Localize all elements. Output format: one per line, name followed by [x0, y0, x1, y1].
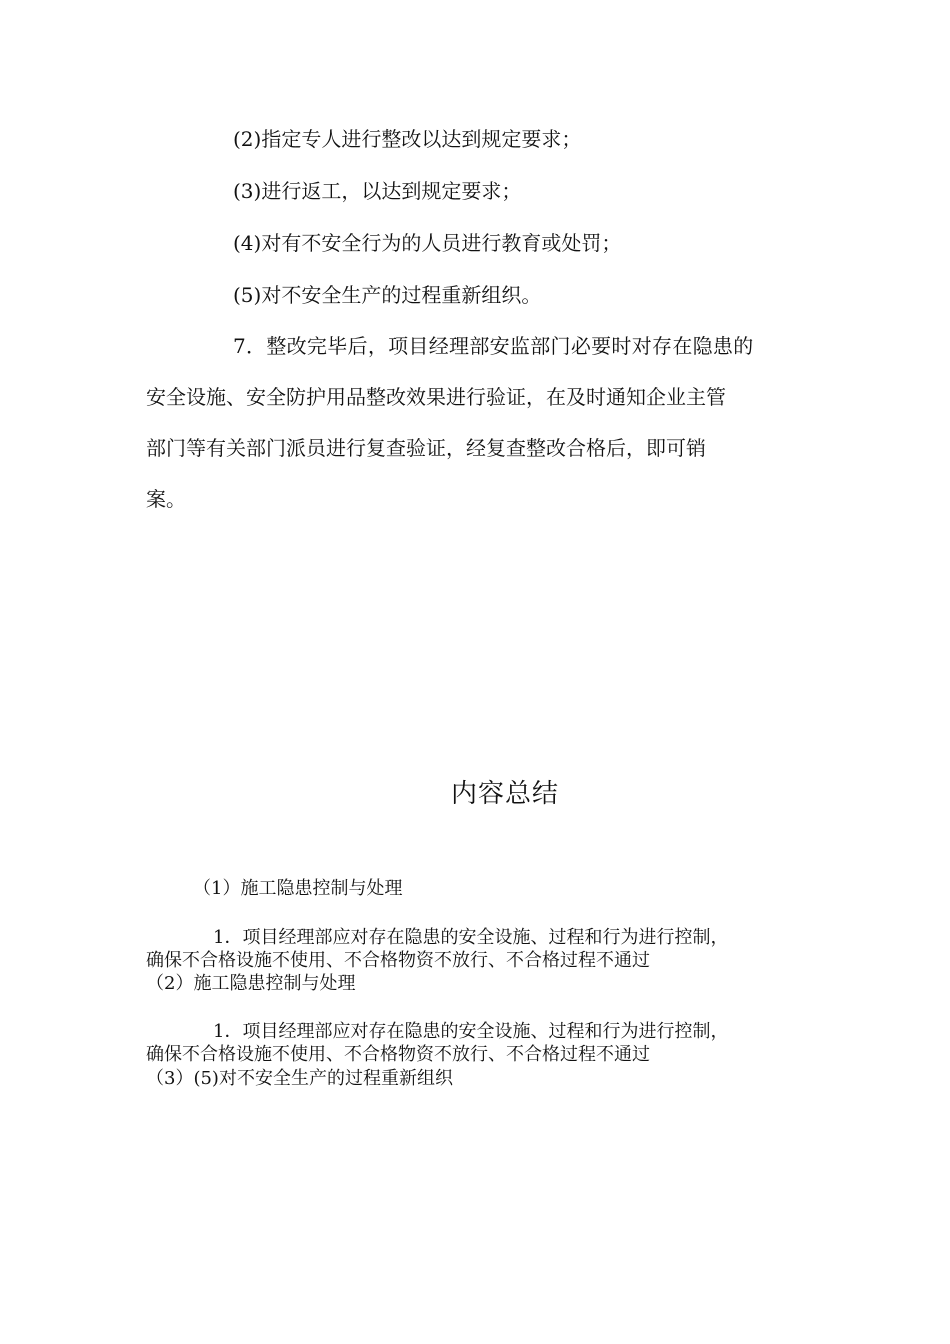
body-line: (5)对不安全生产的过程重新组织。: [233, 283, 542, 307]
summary-line: （3）(5)对不安全生产的过程重新组织: [146, 1068, 453, 1089]
summary-line: （2）施工隐患控制与处理: [146, 973, 356, 994]
summary-line: （1）施工隐患控制与处理: [193, 878, 403, 899]
body-line: (4)对有不安全行为的人员进行教育或处罚；: [233, 231, 622, 255]
body-line: (3)进行返工，以达到规定要求；: [233, 179, 522, 203]
summary-line: 1．项目经理部应对存在隐患的安全设施、过程和行为进行控制，: [213, 1021, 729, 1042]
body-line: 部门等有关部门派员进行复查验证，经复查整改合格后，即可销: [146, 436, 706, 460]
summary-line: 确保不合格设施不使用、不合格物资不放行、不合格过程不通过: [146, 950, 650, 971]
body-line: 案。: [146, 487, 186, 511]
summary-title: 内容总结: [450, 779, 559, 809]
summary-line: 确保不合格设施不使用、不合格物资不放行、不合格过程不通过: [146, 1044, 650, 1065]
body-line: (2)指定专人进行整改以达到规定要求；: [233, 127, 582, 151]
summary-line: 1．项目经理部应对存在隐患的安全设施、过程和行为进行控制，: [213, 927, 729, 948]
body-line: 安全设施、安全防护用品整改效果进行验证，在及时通知企业主管: [146, 385, 726, 409]
body-line: 7．整改完毕后，项目经理部安监部门必要时对存在隐患的: [233, 334, 754, 358]
